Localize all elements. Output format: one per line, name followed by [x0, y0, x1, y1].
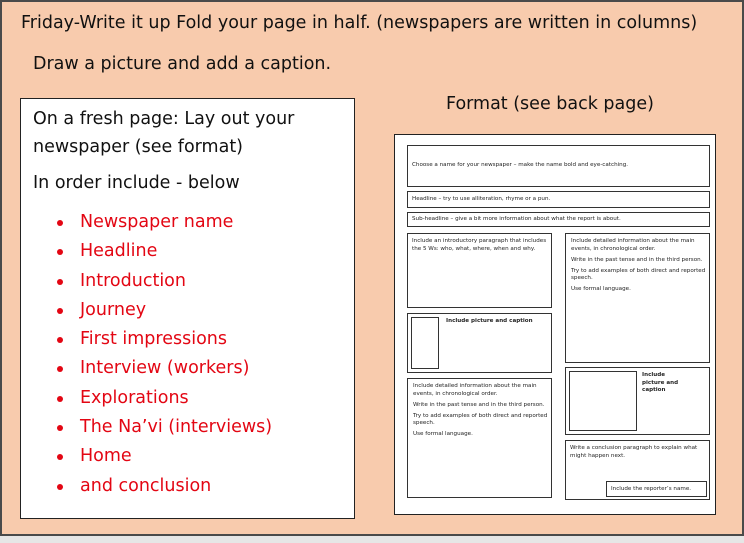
instructions-panel	[20, 98, 355, 519]
list-item: Headline	[55, 237, 272, 266]
picture-caption-text: Include picture and caption	[446, 318, 533, 324]
list-item: The Na’vi (interviews)	[55, 413, 272, 442]
picture-box-right	[565, 367, 710, 435]
detail-text: Use formal language.	[571, 286, 631, 292]
reporter-box-text: Include the reporter’s name.	[611, 486, 692, 492]
detail-text: Write in the past tense and in the third person.	[413, 401, 545, 408]
instructions-intro: On a fresh page: Lay out your newspaper (see format)	[33, 109, 295, 157]
detail-box-left-text	[413, 383, 548, 442]
format-label: Format (see back page)	[446, 94, 654, 114]
detail-text: Write in the past tense and in the third person.	[571, 256, 703, 263]
detail-box-right-text	[571, 238, 706, 297]
conclusion-box-text: Write a conclusion paragraph to explain what might happen next.	[570, 445, 698, 459]
name-box-text: Choose a name for your newspaper – make the name bold and eye-catching.	[412, 162, 629, 168]
list-item: Journey	[55, 296, 272, 325]
order-label: In order include - below	[33, 173, 240, 193]
picture-caption-text: Include picture and caption	[642, 372, 679, 393]
list-item: Newspaper name	[55, 208, 272, 237]
intro-box-text: Include an introductory paragraph that includes the 5 Ws: who, what, where, when and why.	[412, 238, 547, 252]
name-box	[407, 145, 710, 187]
newspaper-template	[394, 134, 716, 515]
picture-box-left	[407, 313, 552, 373]
detail-text: Use formal language.	[413, 431, 473, 437]
list-item: Interview (workers)	[55, 354, 272, 383]
detail-text: Include detailed information about the main events, in chronological order.	[413, 383, 537, 397]
picture-placeholder	[569, 371, 637, 431]
subheadline-box-text: Sub-headline – give a bit more information about what the report is about.	[412, 216, 621, 222]
headline-box-text: Headline – try to use alliteration, rhyme or a pun.	[412, 196, 551, 202]
subheadline-box	[407, 212, 710, 227]
headline-box	[407, 191, 710, 208]
list-item: and conclusion	[55, 472, 272, 501]
list-item: Introduction	[55, 267, 272, 296]
list-item: Explorations	[55, 384, 272, 413]
detail-box-left	[407, 378, 552, 498]
intro-box	[407, 233, 552, 308]
list-item: First impressions	[55, 325, 272, 354]
section-list	[55, 208, 272, 501]
slide-subtitle: Draw a picture and add a caption.	[33, 54, 332, 74]
detail-box-right	[565, 233, 710, 363]
detail-text: Include detailed information about the main events, in chronological order.	[571, 238, 695, 252]
detail-text: Try to add examples of both direct and reported speech.	[571, 267, 706, 281]
slide-title: Friday-Write it up Fold your page in half. (newspapers are written in columns)	[21, 13, 698, 33]
list-item: Home	[55, 442, 272, 471]
picture-placeholder	[411, 317, 439, 369]
detail-text: Try to add examples of both direct and reported speech.	[413, 412, 548, 426]
reporter-box	[606, 481, 707, 497]
conclusion-box	[565, 440, 710, 500]
